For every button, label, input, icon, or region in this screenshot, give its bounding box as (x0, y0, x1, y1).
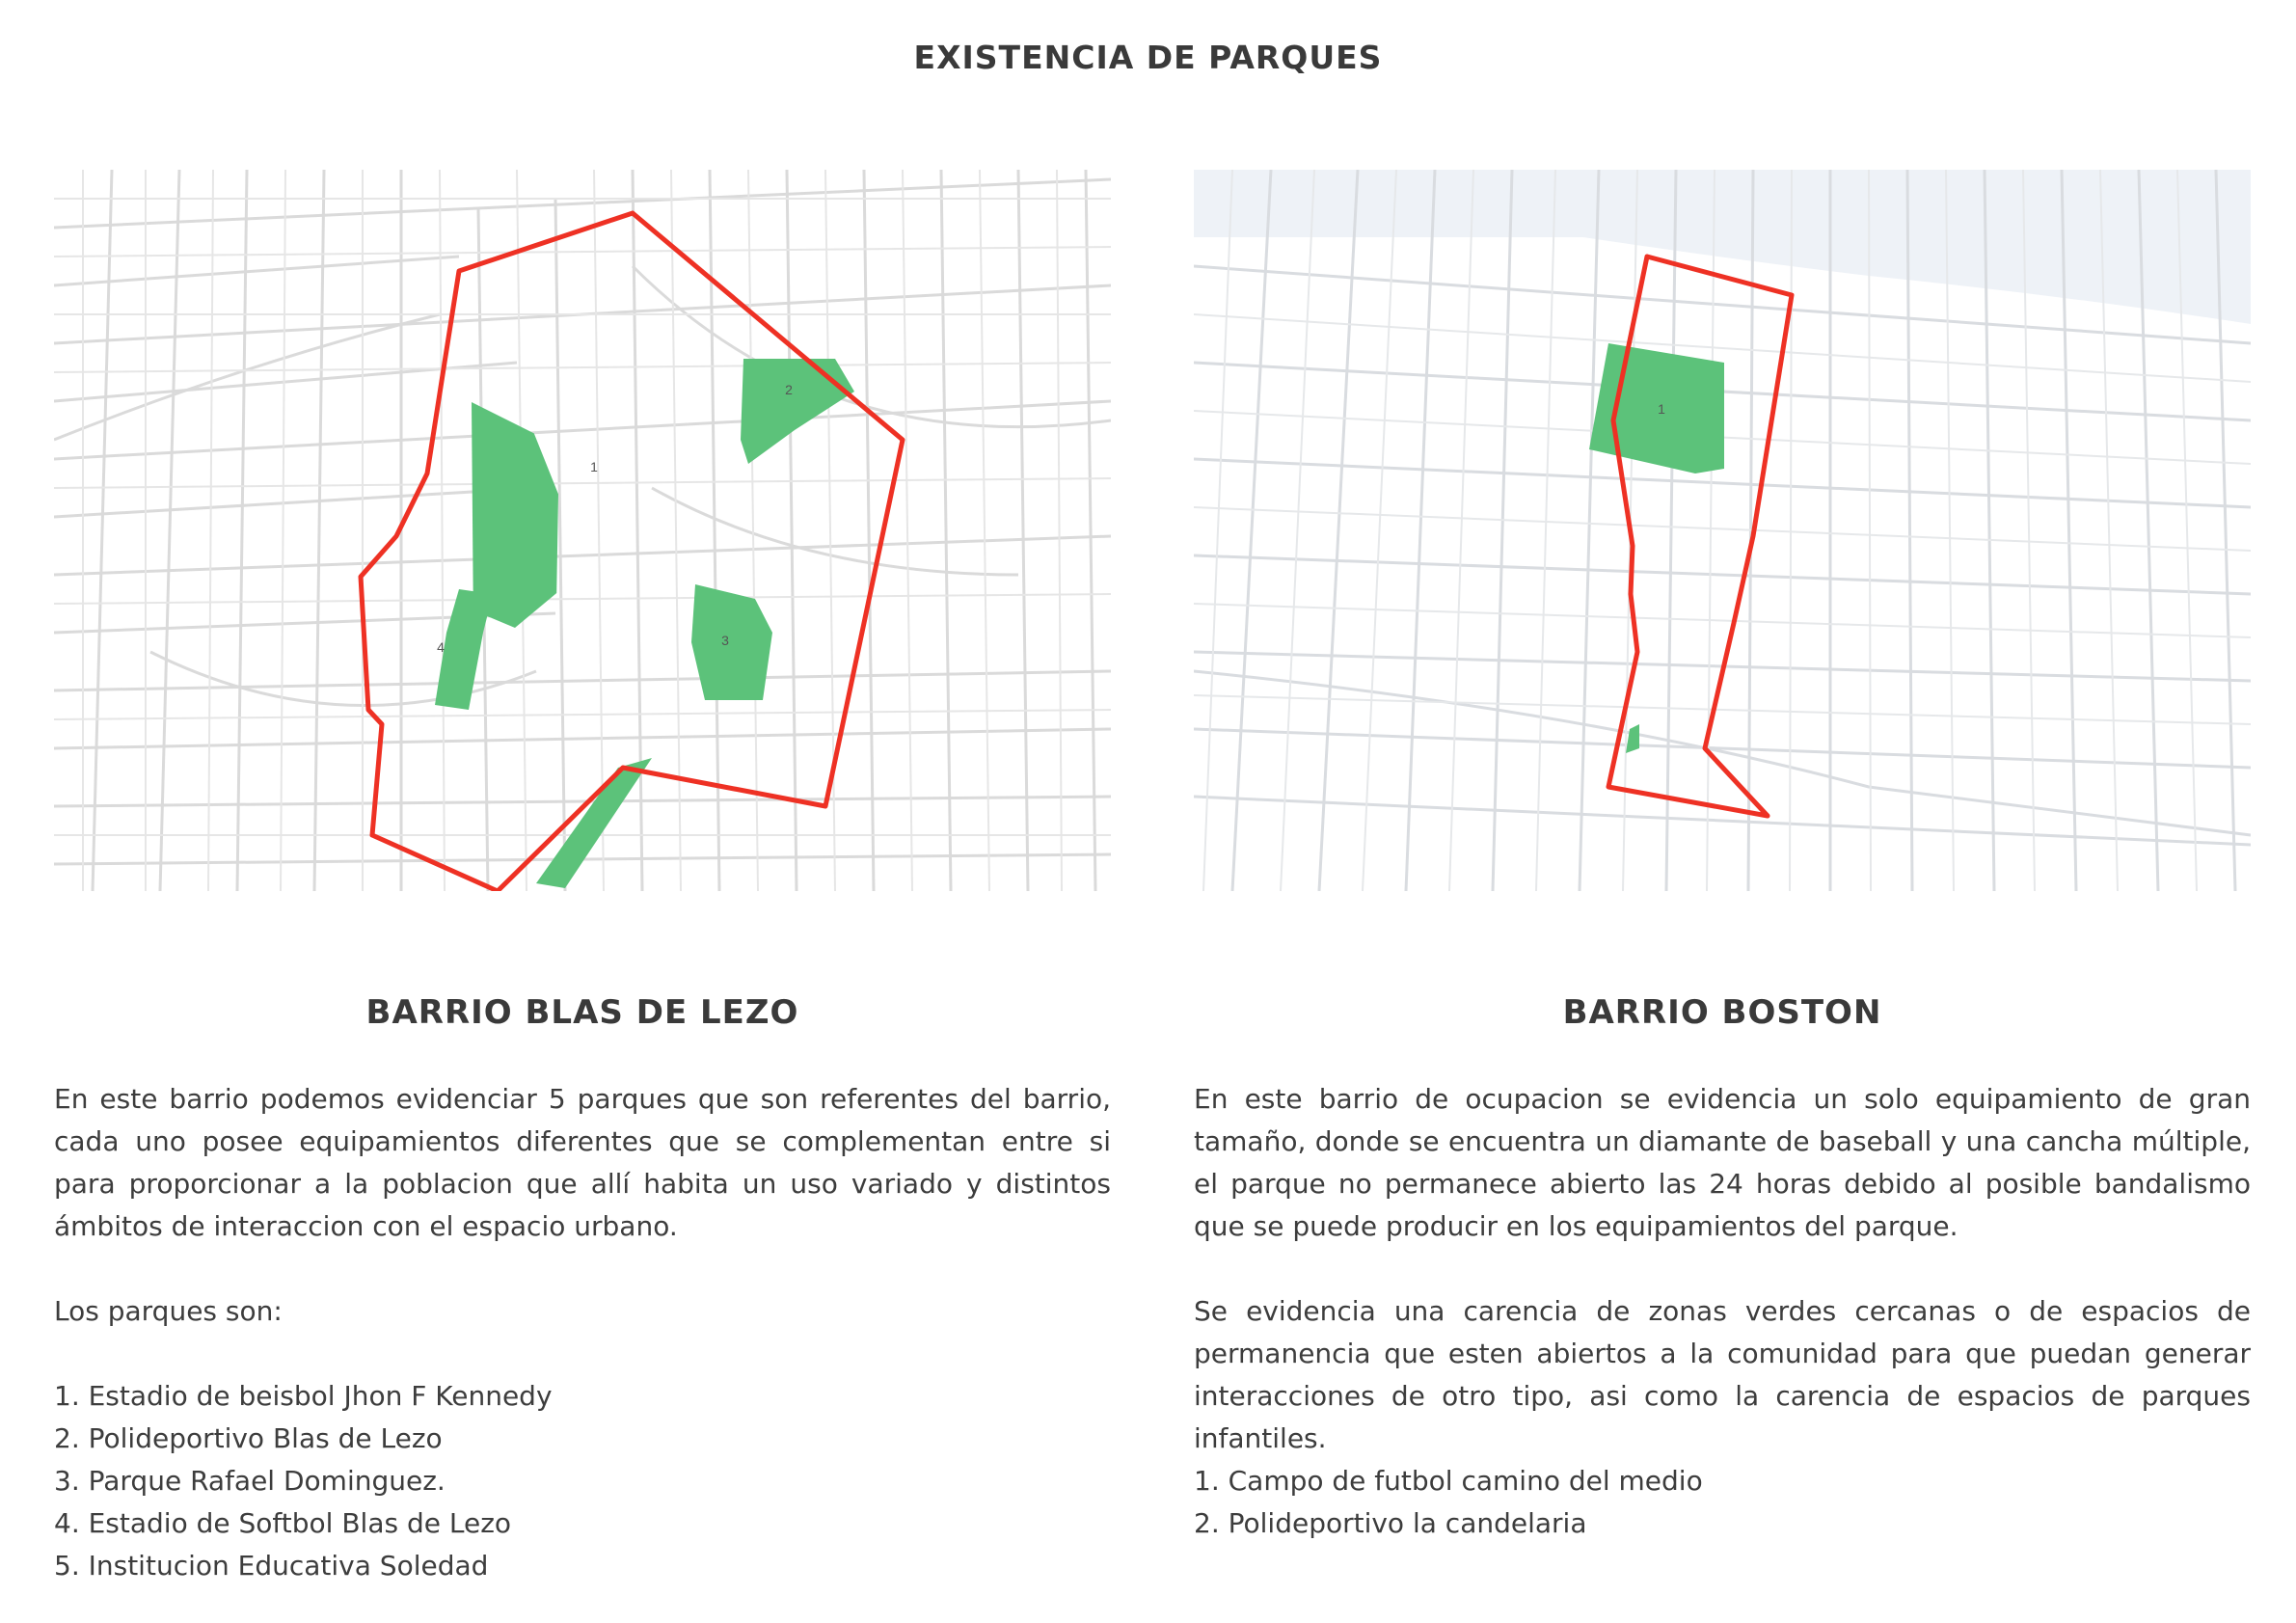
parks-right (1589, 343, 1724, 753)
shore-area (1338, 170, 2251, 324)
map-label: 4 (437, 639, 445, 655)
paragraph-blas-de-lezo: En este barrio podemos evidenciar 5 parques que son referentes del barrio, cada uno posee equipamientos diferentes que se complementan entre si para proporcionar a la poblacion que allí habita un uso variado y distintos ámbitos de interaccion con el espacio urbano. (54, 1083, 1111, 1242)
map-label: 2 (785, 382, 793, 397)
heading-blas-de-lezo: BARRIO BLAS DE LEZO (365, 993, 799, 1032)
park-list-blas-de-lezo (54, 1375, 1111, 1587)
paragraph-boston-1: En este barrio de ocupacion se evidencia un solo equipamiento de gran tamaño, donde se encuentra un diamante de baseball y una cancha múltiple, el parque no permanece abierto las 24 horas debido al posible bandalismo que se puede producir en los equipamientos del parque. (1194, 1083, 2251, 1242)
list-item: 4. Estadio de Softbol Blas de Lezo (54, 1507, 512, 1539)
list-item: 2. Polideportivo la candelaria (1194, 1507, 1587, 1539)
list-item: 2. Polideportivo Blas de Lezo (54, 1422, 443, 1454)
map-blas-de-lezo (54, 170, 1111, 891)
list-item: 5. Institucion Educativa Soledad (54, 1550, 489, 1582)
list-item: 1. Campo de futbol camino del medio (1194, 1465, 1703, 1497)
map-label: 3 (721, 633, 729, 648)
map-label: 1 (590, 459, 598, 474)
street-grid-left-fine (54, 170, 1111, 891)
page-title: EXISTENCIA DE PARQUES (913, 39, 1383, 76)
parks-intro: Los parques son: (54, 1295, 283, 1327)
park-area (536, 758, 652, 888)
list-item: 1. Estadio de beisbol Jhon F Kennedy (54, 1380, 553, 1412)
park-area (1589, 343, 1724, 473)
heading-boston: BARRIO BOSTON (1562, 993, 1882, 1032)
park-list-boston (1194, 1460, 2251, 1545)
list-item: 3. Parque Rafael Dominguez. (54, 1465, 446, 1497)
park-area (741, 359, 854, 464)
park-area (1626, 724, 1639, 753)
map-label: 1 (1658, 401, 1665, 417)
paragraph-boston-2: Se evidencia una carencia de zonas verdes cercanas o de espacios de permanencia que esten abiertos a la comunidad para que puedan generar interacciones de otro tipo, asi como la carencia de espacios de parques infantiles. (1194, 1295, 2251, 1454)
map-boston (1194, 170, 2251, 891)
park-area (691, 584, 772, 700)
